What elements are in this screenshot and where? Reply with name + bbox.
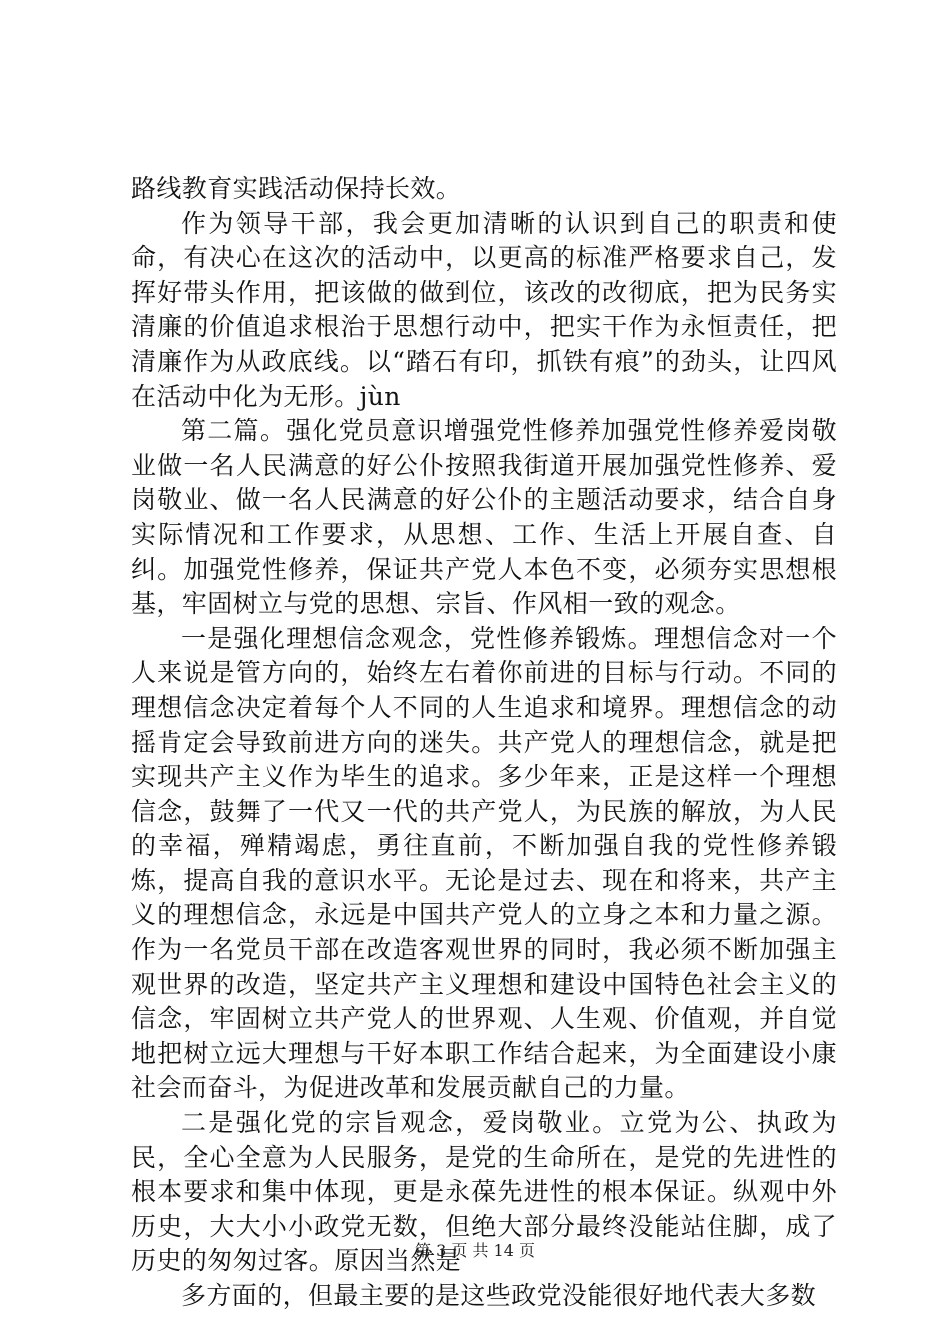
paragraph-4: 一是强化理想信念观念，党性修养锻炼。理想信念对一个人来说是管方向的，始终左右着你前进的目标与行动。不同的理想信念决定着每个人不同的人生追求和境界。理想信念的动摇肯定会导致前进方向的迷失。共产党人的理想信念，就是把实现共产主义作为毕生的追求。多少年来，正是这样一个理想信念，鼓舞了一代又一代的共产党人，为民族的解放，为人民的幸福，殚精竭虑，勇往直前，不断加强自我的党性修养锻炼，提高自我的意识水平。无论是过去、现在和将来，共产主义的理想信念，永远是中国共产党人的立身之本和力量之源。作为一名党员干部在改造客观世界的同时，我必须不断加强主观世界的改造，坚定共产主义理想和建设中国特色社会主义的信念，牢固树立共产党人的世界观、人生观、价值观，并自觉地把树立远大理想与干好本职工作结合起来，为全面建设小康社会而奋斗，为促进改革和发展贡献自己的力量。 (131, 623, 837, 1103)
paragraph-2: 作为领导干部，我会更加清晰的认识到自己的职责和使命，有决心在这次的活动中，以更高的标准严格要求自己，发挥好带头作用，把该做的做到位，该改的改彻底，把为民务实清廉的价值追求根治于思想行动中，把实干作为永恒责任，把清廉作为从政底线。以“踏石有印，抓铁有痕”的劲头，让四风在活动中化为无形。jùn (131, 208, 837, 411)
page-footer (0, 1238, 950, 1261)
paragraph-3: 第二篇。强化党员意识增强党性修养加强党性修养爱岗敬业做一名人民满意的好公仆按照我街道开展加强党性修养、爱岗敬业、做一名人民满意的好公仆的主题活动要求，结合自身实际情况和工作要求，从思想、工作、生活上开展自查、自纠。加强党性修养，保证共产党人本色不变，必须夯实思想根基，牢固树立与党的思想、宗旨、作风相一致的观念。 (131, 416, 837, 619)
paragraph-5: 二是强化党的宗旨观念，爱岗敬业。立党为公、执政为民，全心全意为人民服务，是党的生命所在，是党的先进性的根本要求和集中体现，更是永葆先进性的根本保证。纵观中外历史，大大小小政党无数，但绝大部分最终没能站住脚，成了历史的匆匆过客。原因当然是 (131, 1108, 837, 1276)
paragraph-6: 多方面的，但最主要的是这些政党没能很好地代表大多数 (181, 1281, 817, 1310)
document-body (131, 172, 837, 1314)
page-number-label: 第 3 页 共 14 页 (415, 1241, 535, 1260)
paragraph-1: 路线教育实践活动保持长效。 (131, 174, 462, 203)
